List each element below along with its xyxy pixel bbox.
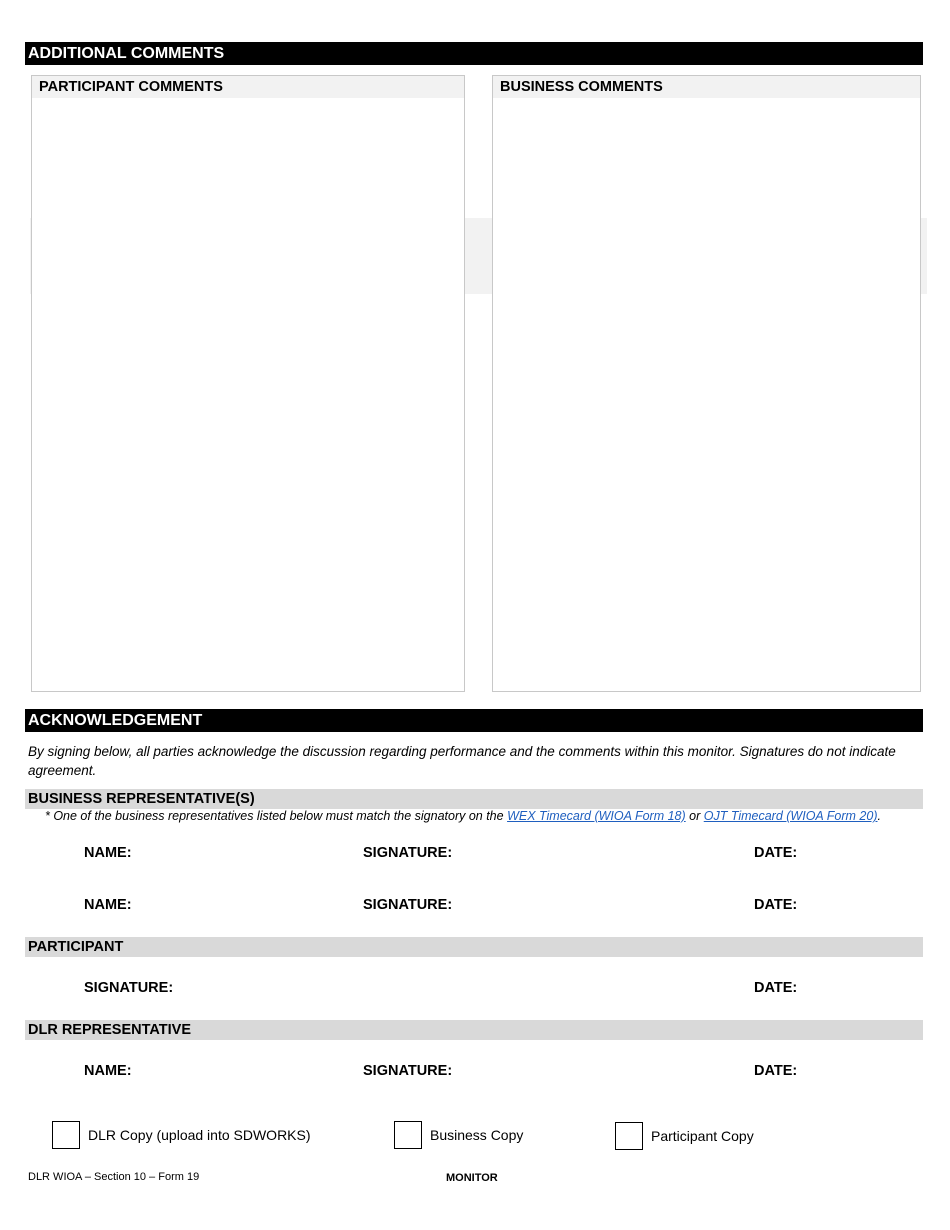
business-rep-2-signature-label: SIGNATURE:: [363, 897, 453, 913]
dlr-copy-label: DLR Copy (upload into SDWORKS): [88, 1127, 311, 1143]
business-copy-option: [394, 1121, 523, 1149]
participant-signature-label: SIGNATURE:: [84, 980, 174, 996]
acknowledgement-header: ACKNOWLEDGEMENT: [25, 709, 923, 732]
acknowledgement-intro: By signing below, all parties acknowledge the discussion regarding performance and the comments within this monitor. Signatures do not indicate agreement.: [28, 744, 896, 778]
dlr-rep-header: DLR REPRESENTATIVE: [25, 1020, 923, 1040]
footer-form-id: DLR WIOA – Section 10 – Form 19: [28, 1171, 200, 1183]
participant-date-label: DATE:: [754, 980, 798, 996]
business-comments-header: BUSINESS COMMENTS: [493, 76, 920, 98]
participant-comments-box: [31, 75, 465, 692]
additional-comments-header: ADDITIONAL COMMENTS: [25, 42, 923, 65]
note-or: or: [685, 809, 704, 823]
ojt-timecard-link[interactable]: OJT Timecard (WIOA Form 20): [703, 809, 878, 823]
participant-comments-header: PARTICIPANT COMMENTS: [32, 76, 464, 98]
business-rep-note: [45, 809, 881, 823]
wex-timecard-link[interactable]: WEX Timecard (WIOA Form 18): [507, 809, 686, 823]
dlr-rep-name-label: NAME:: [84, 1063, 132, 1079]
footer-title: MONITOR: [446, 1172, 498, 1184]
participant-comments-field[interactable]: [32, 98, 464, 691]
dlr-copy-option: [52, 1121, 311, 1149]
business-copy-label: Business Copy: [430, 1127, 524, 1143]
participant-copy-label: Participant Copy: [651, 1128, 754, 1144]
participant-copy-checkbox[interactable]: [615, 1122, 643, 1150]
participant-copy-option: [615, 1122, 754, 1150]
business-rep-header: BUSINESS REPRESENTATIVE(S): [25, 789, 923, 809]
business-rep-2-name-label: NAME:: [84, 897, 132, 913]
business-rep-1-date-label: DATE:: [754, 845, 798, 861]
business-comments-field[interactable]: [493, 98, 920, 691]
business-copy-checkbox[interactable]: [394, 1121, 422, 1149]
note-prefix: * One of the business representatives listed below must match the signatory on the: [45, 809, 508, 823]
business-rep-1-signature-label: SIGNATURE:: [363, 845, 453, 861]
dlr-copy-checkbox[interactable]: [52, 1121, 80, 1149]
business-rep-1-name-label: NAME:: [84, 845, 132, 861]
business-rep-2-date-label: DATE:: [754, 897, 798, 913]
dlr-rep-date-label: DATE:: [754, 1063, 798, 1079]
note-suffix: .: [877, 809, 881, 823]
business-comments-box: [492, 75, 921, 692]
dlr-rep-signature-label: SIGNATURE:: [363, 1063, 453, 1079]
participant-header: PARTICIPANT: [25, 937, 923, 957]
